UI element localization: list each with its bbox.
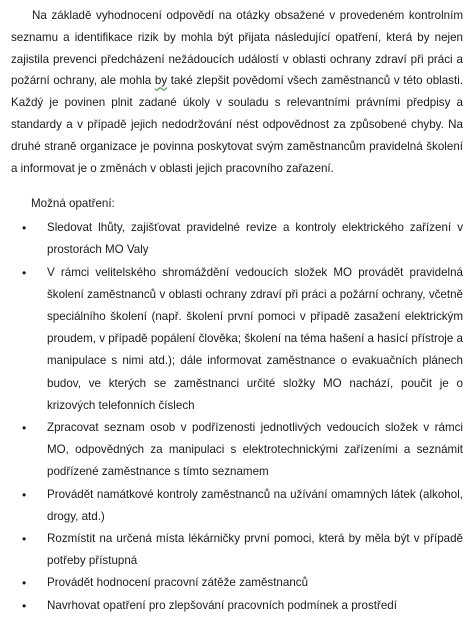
measure-text: Rozmístit na určená místa lékárničky první pomoci, která by měla být v případě potřeby přístupná: [47, 532, 463, 568]
intro-text-part1: Na základě vyhodnocení odpovědí na otázky obsažené v provedeném kontrolním seznamu a identifikace rizik by mohla být přijata následující opatření, která by nejen zajistila prevenci předcházení nežádoucích událostí v oblasti ochrany zdraví při práci a požární ochrany, ale mohla: [11, 9, 463, 88]
bullet-icon: •: [22, 532, 27, 547]
bullet-icon: •: [22, 221, 27, 236]
measure-text: Provádět hodnocení pracovní zátěže zaměstnanců: [47, 576, 309, 590]
measure-item-2: [11, 262, 463, 417]
bullet-icon: •: [22, 487, 27, 502]
bullet-icon: •: [22, 421, 27, 435]
measure-text: V rámci velitelského shromáždění vedoucích složek MO provádět pravidelná školení zaměstnanců v oblasti ochrany zdraví při práci a požární ochrany, včetně speciálního školení (např. školení první pomoci v případě zasažení elektrickým proudem, v případě popálení člověka; školení na téma hašení a hasící přístroje a manipulace s nimi atd.); dále informovat zaměstnance o evakuačních plánech budov, ve kterých se zaměstnanci určité složky MO nachází, poučit je o krizových telefonních číslech: [47, 265, 463, 412]
measure-item-3: [11, 417, 463, 484]
bullet-icon: •: [22, 265, 27, 280]
intro-paragraph: [11, 5, 463, 179]
measure-text: Navrhovat opatření pro zlepšování pracovních podmínek a prostředí: [47, 598, 397, 612]
measures-list: [11, 217, 463, 617]
measure-text: Sledovat lhůty, zajišťovat pravidelné revize a kontroly elektrického zařízení v prostorách MO Valy: [47, 221, 463, 257]
measure-item-7: [11, 595, 463, 617]
measure-item-4: [11, 484, 463, 528]
measure-item-5: [11, 528, 463, 572]
bullet-icon: •: [22, 598, 27, 613]
spellcheck-flagged-word[interactable]: by: [154, 74, 168, 88]
intro-text-part2: také zlepšit povědomí všech zaměstnanců v této oblasti. Každý je povinen plnit zadané úkoly v souladu s relevantními právními předpisy a standardy a v případě jejich nedodržování nést odpovědnost za způsobené chyby. Na druhé straně organizace je povinna poskytovat svým zaměstnancům pravidelná školení a informovat je o změnách v oblasti jejich pracovního zařazení.: [11, 74, 463, 175]
measure-text: Zpracovat seznam osob v podřízenosti jednotlivých vedoucích složek v rámci MO, odpovědných za manipulaci s elektrotechnickými zařízeními a seznámit podřízené zaměstnance s tímto seznamem: [47, 421, 463, 479]
measure-item-6: [11, 572, 463, 594]
measure-text: Provádět namátkové kontroly zaměstnanců na užívání omamných látek (alkohol, drogy, atd.): [47, 487, 463, 523]
measure-item-1: [11, 217, 463, 261]
bullet-icon: •: [22, 576, 27, 591]
document-page: [11, 5, 463, 617]
measures-heading: Možná opatření:: [31, 197, 115, 211]
